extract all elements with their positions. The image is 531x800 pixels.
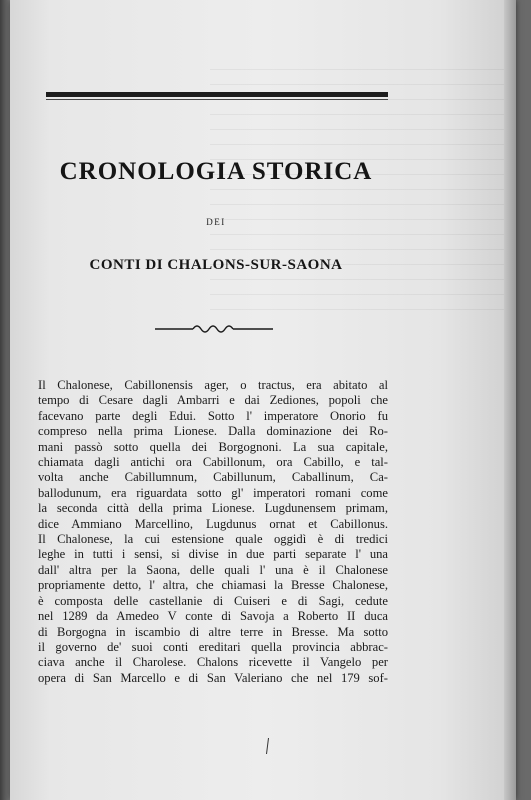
title-connector: DEI — [206, 217, 226, 227]
text-line: mani passò sotto quella dei Borgognoni. La sua capitale, — [38, 439, 388, 454]
text-line: opera di San Marcello e di San Valeriano che nel 179 sof- — [38, 670, 388, 685]
page-subtitle: CONTI DI CHALONS-SUR-SAONA — [89, 257, 343, 273]
text-line: tempo di Cesare dagli Ambarri e dai Zediones, popoli che — [38, 393, 388, 408]
text-line: ballodunum, era riguardata sotto gl' imperatori romani come — [38, 485, 388, 500]
text-line: volta anche Cabillumnum, Cabillunum, Caballinum, Ca- — [38, 470, 388, 485]
text-line: la seconda città della prima Lionese. Lugdunensem primam, — [38, 501, 388, 516]
text-line: facevano parte degli Edui. Sotto l' imperatore Onorio fu — [38, 408, 388, 423]
text-line: compreso nella prima Lionese. Dalla dominazione dei Ro- — [38, 424, 388, 439]
book-gutter — [0, 0, 10, 800]
text-line: il governo de' suoi conti ereditari quella provincia abbrac- — [38, 639, 388, 654]
text-line: dall' altra per la Saona, delle quali l' una è il Chalonese — [38, 562, 388, 577]
top-rule — [46, 92, 388, 97]
text-line: propriamente detto, l' altra, che chiamasi la Bresse Chalonese, — [38, 578, 388, 593]
pencil-mark — [266, 738, 269, 754]
text-line: chiamata dagli antichi ora Cabillonum, ora Cabillo, e tal- — [38, 455, 388, 470]
text-line: ciava anche il Charolese. Chalons ricevette il Vangelo per — [38, 655, 388, 670]
text-line: di Borgogna in iscambio di altre terre in Bresse. Ma sotto — [38, 624, 388, 639]
body-paragraph — [38, 378, 388, 686]
text-line: Il Chalonese, Cabillonensis ager, o tractus, era abitato al — [38, 378, 388, 392]
ornament-divider — [155, 322, 273, 334]
text-line: Il Chalonese, la cui estensione quale oggidì è di tredici — [38, 532, 388, 547]
top-rule-thin — [46, 99, 388, 100]
text-line: è composta delle castellanie di Cuiseri e di Sagi, cedute — [38, 593, 388, 608]
text-line: dice Ammiano Marcellino, Lugdunus ornat et Cabillonus. — [38, 516, 388, 531]
text-line: leghe in tutti i sensi, si divise in due parti separate l' una — [38, 547, 388, 562]
page-title: CRONOLOGIA STORICA — [59, 158, 373, 185]
text-line: nel 1289 da Amedeo V conte di Savoja a Roberto II duca — [38, 609, 388, 624]
page-edge — [504, 0, 516, 800]
